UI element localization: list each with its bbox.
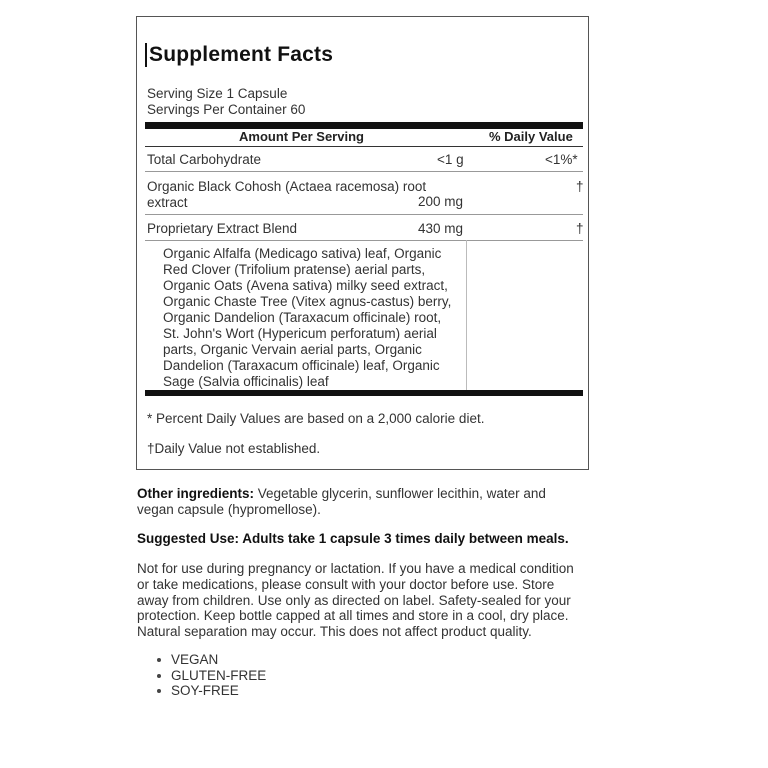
serving-size: Serving Size 1 Capsule	[147, 86, 288, 101]
dagger-footnote: †Daily Value not established.	[147, 441, 321, 456]
row-name-carbohydrate: Total Carbohydrate	[147, 152, 262, 167]
row-name-black-cohosh	[147, 179, 426, 210]
bottom-thick-rule	[145, 390, 583, 396]
row-name-line: extract	[147, 194, 188, 210]
header-rule	[145, 146, 583, 147]
blend-line: Sage (Salvia officinalis) leaf	[163, 374, 329, 389]
supplement-facts-panel	[136, 16, 589, 470]
row-dv-black-cohosh: †	[576, 179, 584, 194]
warning-line: Natural separation may occur. This does not affect product quality.	[137, 624, 532, 640]
blend-line: Organic Dandelion (Taraxacum officinale) root,	[163, 310, 442, 325]
row-name-line: Organic Black Cohosh (Actaea racemosa) root	[147, 179, 427, 194]
other-ingredients-text-2: vegan capsule (hypromellose).	[137, 501, 321, 517]
serving-info	[147, 86, 305, 118]
blend-line: Organic Oats (Avena sativa) milky seed extract,	[163, 278, 448, 293]
amount-header: Amount Per Serving	[239, 129, 364, 144]
top-thick-rule	[145, 122, 583, 129]
badge-gluten-free: GLUTEN-FREE	[155, 668, 266, 684]
blend-ingredients	[163, 246, 463, 390]
badge-vegan: VEGAN	[155, 652, 266, 668]
suggested-use-label: Suggested Use:	[137, 531, 240, 546]
panel-title: Supplement Facts	[145, 43, 333, 67]
blend-line: Organic Alfalfa (Medicago sativa) leaf, Organic	[163, 246, 442, 261]
row-divider	[145, 240, 583, 241]
blend-line: parts, Organic Vervain aerial parts, Organic	[163, 342, 422, 357]
row-amount-carbohydrate: <1 g	[437, 152, 464, 167]
row-divider	[145, 171, 583, 172]
servings-per-container: Servings Per Container 60	[147, 102, 306, 117]
warning-line: away from children. Use only as directed on label. Safety-sealed for your	[137, 592, 571, 608]
row-amount-proprietary-blend: 430 mg	[418, 221, 464, 236]
percent-daily-footnote: * Percent Daily Values are based on a 2,000 calorie diet.	[147, 411, 485, 426]
blend-line: St. John's Wort (Hypericum perforatum) aerial	[163, 326, 437, 341]
row-amount-black-cohosh: 200 mg	[418, 194, 464, 209]
warning-line: Not for use during pregnancy or lactation. If you have a medical condition	[137, 561, 574, 576]
blend-line: Dandelion (Taraxacum officinale) leaf, Organic	[163, 358, 440, 373]
row-divider	[145, 214, 583, 215]
row-name-proprietary-blend: Proprietary Extract Blend	[147, 221, 298, 236]
other-ingredients-text: Vegetable glycerin, sunflower lecithin, water and	[254, 486, 546, 501]
suggested-use	[137, 531, 597, 547]
row-dv-proprietary-blend: †	[576, 221, 584, 236]
suggested-use-text: Adults take 1 capsule 3 times daily between meals.	[239, 531, 569, 546]
warning-text	[137, 561, 597, 640]
row-dv-carbohydrate: <1%*	[545, 152, 578, 167]
blend-line: Organic Chaste Tree (Vitex agnus-castus) berry,	[163, 294, 452, 309]
warning-line: or take medications, please consult with your doctor before use. Store	[137, 576, 555, 592]
other-ingredients-label: Other ingredients:	[137, 486, 255, 501]
other-ingredients	[137, 486, 597, 518]
blend-column-divider	[466, 240, 467, 390]
badge-soy-free: SOY-FREE	[155, 683, 266, 699]
daily-value-header: % Daily Value	[489, 129, 573, 144]
warning-line: protection. Keep bottle capped at all times and store in a cool, dry place.	[137, 608, 569, 624]
blend-line: Red Clover (Trifolium pratense) aerial parts,	[163, 262, 426, 277]
product-badges-list	[155, 652, 266, 699]
